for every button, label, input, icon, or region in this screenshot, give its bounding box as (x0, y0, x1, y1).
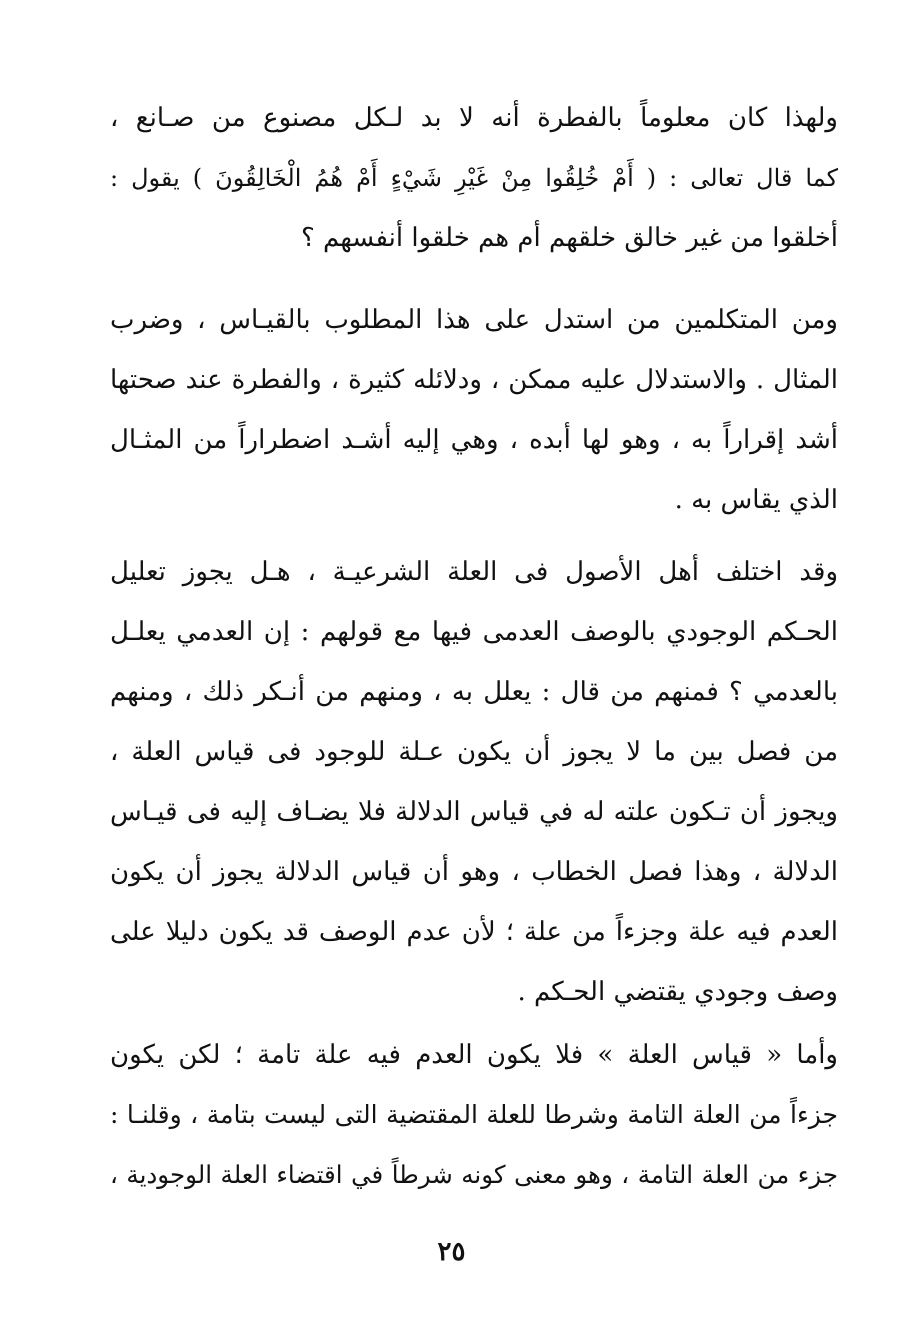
paragraph-1 (110, 88, 838, 268)
paragraph-line: جزء من العلة التامة ، وهو معنى كونه شرطاً في اقتضاء العلة الوجودية ، (110, 1160, 838, 1189)
paragraph-line: من فصل بين ما لا يجوز أن يكون عـلة للوجود فى قياس العلة ، (110, 737, 838, 767)
paragraph-line: وقد اختلف أهل الأصول فى العلة الشرعيـة ، هـل يجوز تعليل (110, 557, 838, 587)
paragraph-line: ويجوز أن تـكون علته له في قياس الدلالة فلا يضـاف إليه فى قيـاس (110, 797, 838, 827)
paragraph-line: العدم فيه علة وجزءاً من علة ؛ لأن عدم الوصف قد يكون دليلا على (110, 917, 838, 947)
quran-verse-line: كما قال تعالى : ( أَمْ خُلِقُوا مِنْ غَيْرِ شَيْءٍ أَمْ هُمُ الْخَالِقُونَ ) يقول : (110, 164, 838, 192)
paragraph-line: الحـكم الوجودي بالوصف العدمى فيها مع قولهم : إن العدمي يعلـل (110, 617, 838, 647)
paragraph-2 (110, 290, 838, 530)
page-number: ٢٥ (437, 1237, 466, 1267)
paragraph-line: بالعدمي ؟ فمنهم من قال : يعلل به ، ومنهم من أنـكر ذلك ، ومنهم (110, 677, 838, 707)
paragraph-4 (110, 1025, 838, 1205)
paragraph-line: أشد إقراراً به ، وهو لها أبده ، وهي إليه أشـد اضطراراً من المثـال (110, 425, 838, 455)
paragraph-line: الذي يقاس به . (674, 485, 838, 515)
paragraph-line: ولهذا كان معلوماً بالفطرة أنه لا بد لـكل مصنوع من صـانع ، (110, 103, 838, 133)
paragraph-line: وأما « قياس العلة » فلا يكون العدم فيه علة تامة ؛ لكن يكون (110, 1040, 838, 1070)
paragraph-line: ومن المتكلمين من استدل على هذا المطلوب بالقيـاس ، وضرب (110, 305, 838, 335)
paragraph-line: جزءاً من العلة التامة وشرطا للعلة المقتضية التى ليست بتامة ، وقلنـا : (110, 1100, 838, 1129)
paragraph-line: المثال . والاستدلال عليه ممكن ، ودلائله كثيرة ، والفطرة عند صحتها (110, 365, 838, 395)
paragraph-3 (110, 542, 838, 1022)
paragraph-line: الدلالة ، وهذا فصل الخطاب ، وهو أن قياس الدلالة يجوز أن يكون (110, 857, 838, 887)
paragraph-line: أخلقوا من غير خالق خلقهم أم هم خلقوا أنفسهم ؟ (300, 223, 838, 253)
paragraph-line: وصف وجودي يقتضي الحـكم . (517, 977, 838, 1007)
